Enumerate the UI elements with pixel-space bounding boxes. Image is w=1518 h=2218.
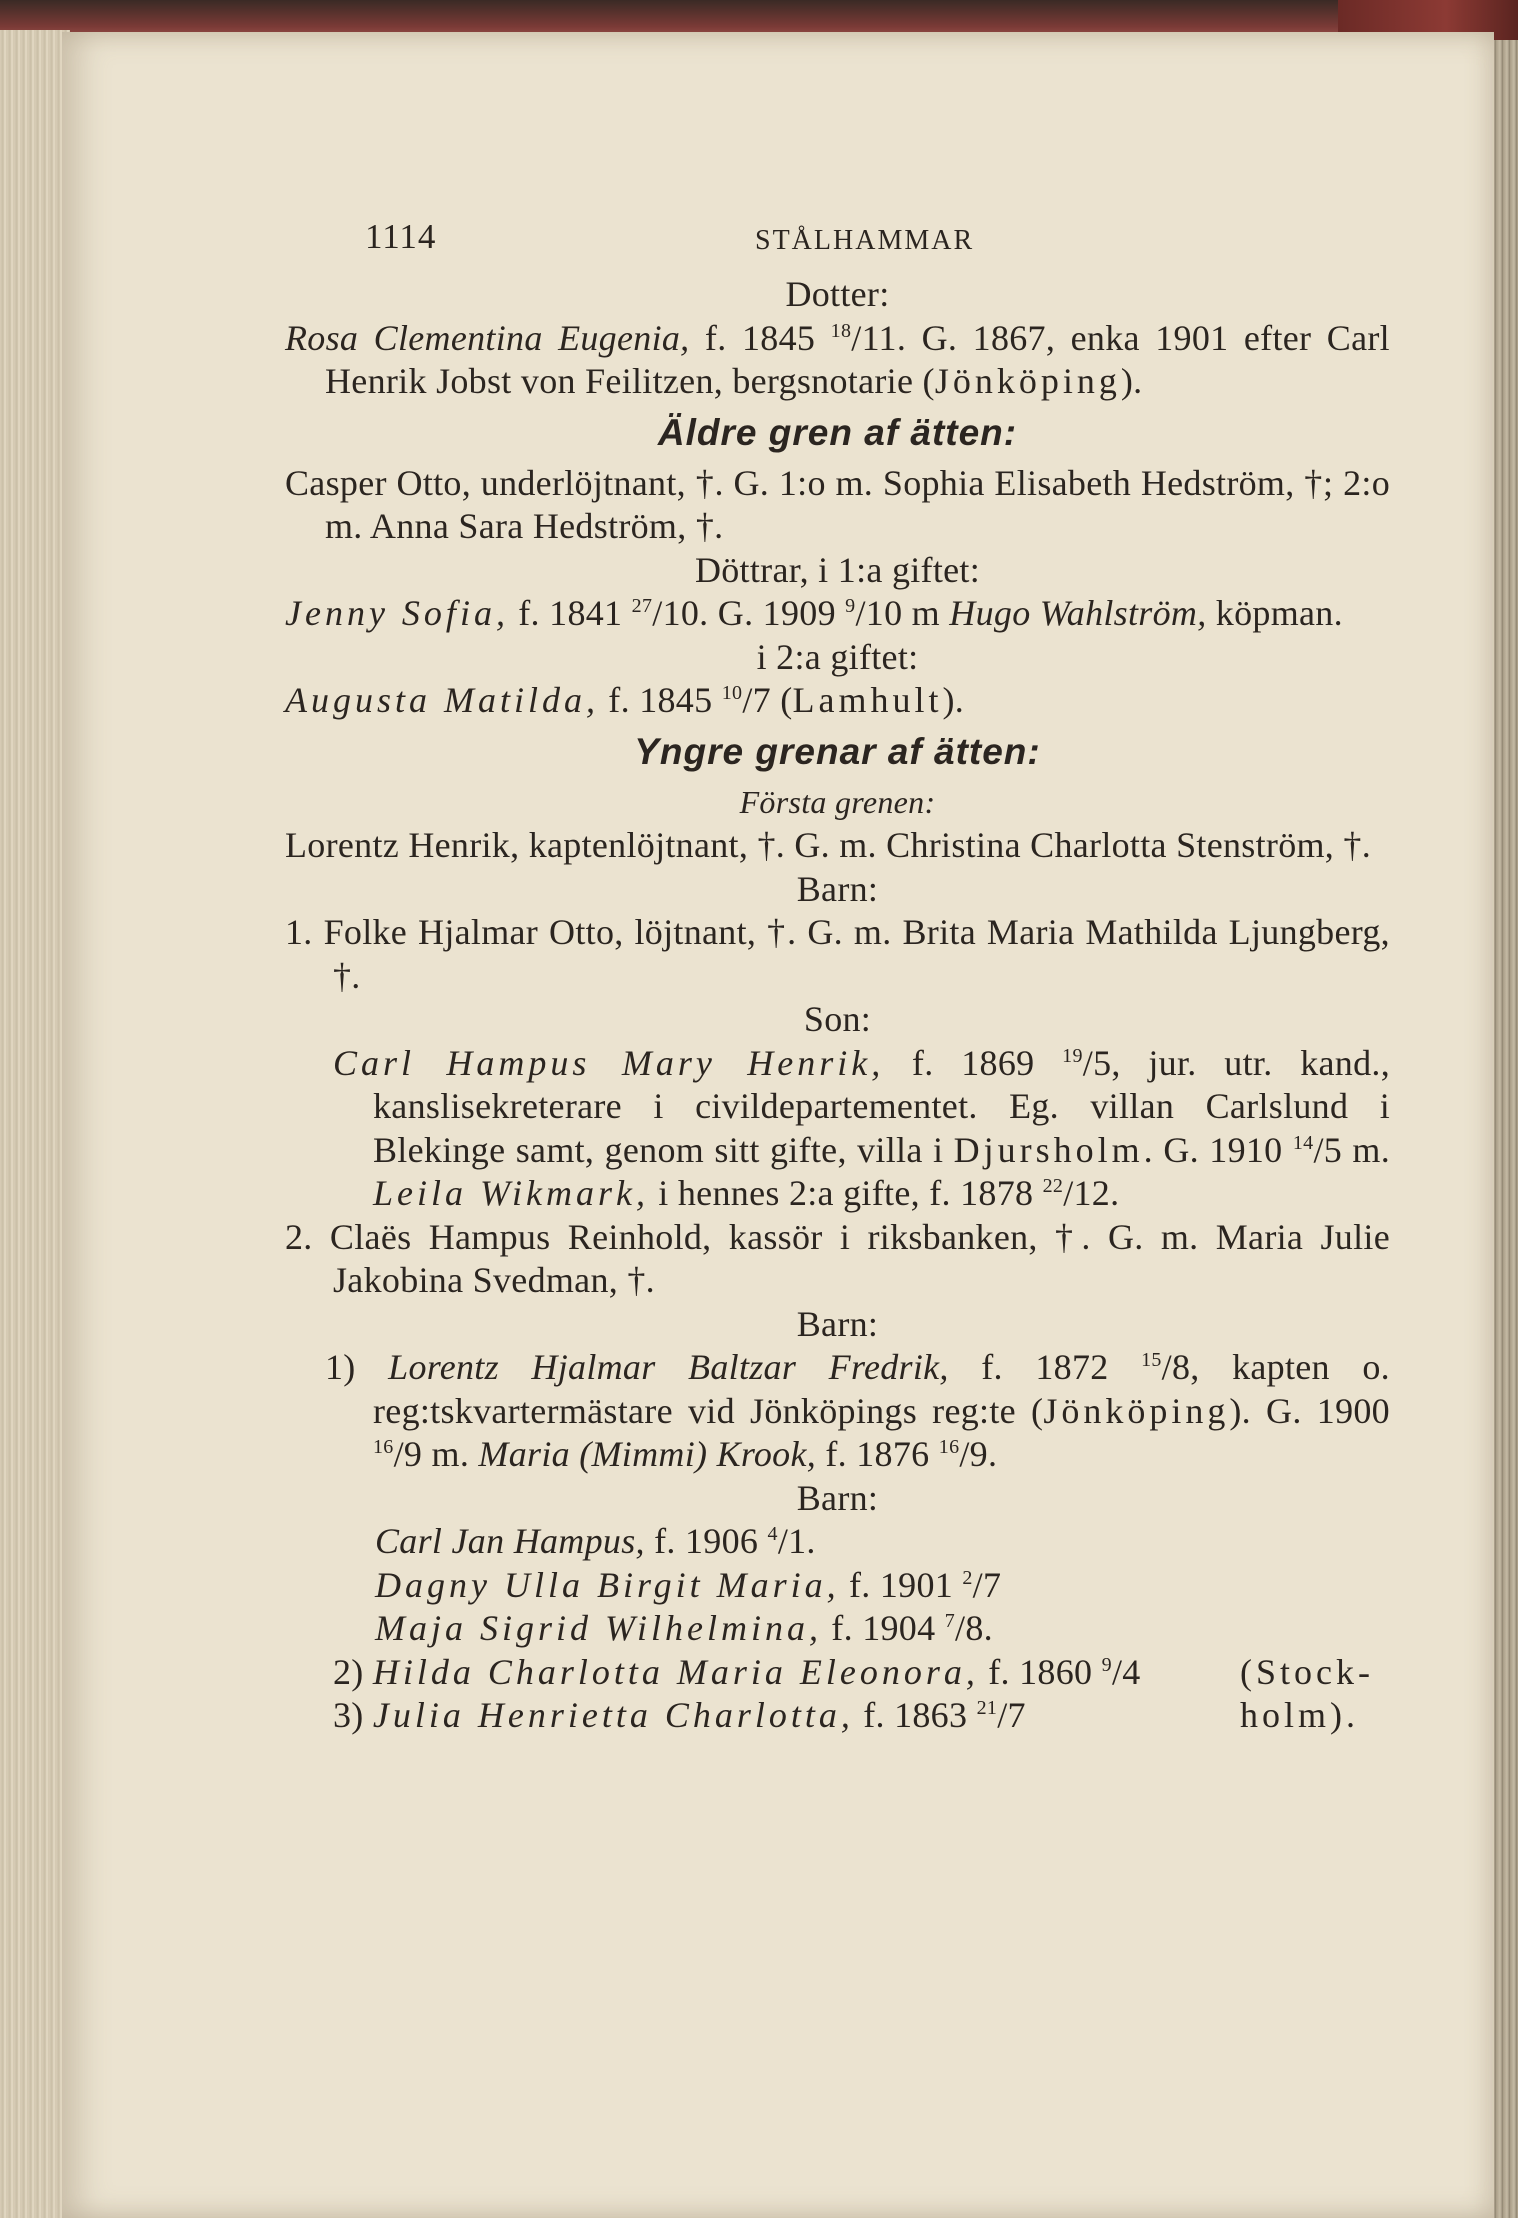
brace-line-1: (Stock- (1240, 1651, 1374, 1692)
lorentz-entry: Lorentz Henrik, kaptenlöjtnant, †. G. m. Christina Charlotta Stenström, †. (285, 825, 1372, 865)
augusta-entry (285, 679, 1390, 723)
julia-sup: 21 (976, 1697, 998, 1719)
jenny-sup2: 9 (845, 595, 856, 617)
kid3-end: /8. (955, 1608, 993, 1648)
lb-sup: 15 (1141, 1349, 1162, 1371)
kid1-name: Carl Jan Hampus, (375, 1521, 645, 1561)
younger-branches-heading: Yngre grenar af ätten: (634, 730, 1041, 772)
hilda-entry (333, 1651, 1390, 1695)
lorentz-b-entry (285, 1346, 1390, 1477)
jenny-spouse: Hugo Wahlström, (949, 593, 1207, 633)
augusta-name: Augusta Matilda, (285, 680, 599, 720)
kid1-end: /1. (777, 1521, 816, 1561)
jenny-text: f. 1841 (508, 593, 632, 633)
kid2-sup: 2 (962, 1566, 973, 1589)
carl-name: Carl Hampus Mary Henrik, (333, 1042, 885, 1083)
hilda-num: 2) (333, 1651, 364, 1692)
hilda-text: f. 1860 (978, 1651, 1102, 1692)
children-label-2: Barn: (796, 1303, 879, 1344)
julia-end: /7 (997, 1695, 1026, 1735)
rosa-end: ). (1120, 361, 1143, 401)
claes-entry (285, 1216, 1390, 1303)
carl-entry (285, 1042, 1390, 1216)
kid2-text: f. 1901 (839, 1564, 963, 1605)
page-stack-left (0, 30, 70, 2218)
kid3-text: f. 1904 (822, 1608, 945, 1648)
rosa-text2: /11. G. 1867, enka 1901 efter Carl Henrik Jobst von Feilitzen, bergsnotarie ( (325, 317, 1390, 401)
carl-sup2: 14 (1292, 1131, 1314, 1154)
kid-1 (285, 1520, 1390, 1564)
lb-spouse: Maria (Mimmi) Krook, (478, 1434, 817, 1474)
carl-text5: i hennes 2:a gifte, f. 1878 (648, 1173, 1043, 1213)
lb-name: Lorentz Hjalmar Baltzar Fredrik, (388, 1347, 949, 1387)
julia-text: f. 1863 (853, 1695, 977, 1735)
lb-sup3: 16 (938, 1436, 960, 1458)
carl-text2: /5, jur. utr. kand., kanslisekreterare i civildepartementet. Eg. villan Carlslund i Blekinge samt, genom sitt gifte, villa i (373, 1042, 1390, 1170)
lb-sup2: 16 (373, 1436, 394, 1458)
kid3-name: Maja Sigrid Wilhelmina, (375, 1608, 822, 1648)
julia-name: Julia Henrietta Charlotta, (372, 1695, 854, 1735)
page-content (285, 215, 1390, 1738)
rosa-place: Jönköping (934, 361, 1121, 401)
daughters-first-label: Döttrar, i 1:a giftet: (694, 549, 981, 590)
page-number: 1114 (365, 217, 437, 256)
carl-spouse: Leila Wikmark, (373, 1173, 649, 1213)
rosa-entry (285, 317, 1390, 404)
lb-text2: /8, kapten o. reg:tskvartermästare vid Jönköpings reg:te ( (373, 1347, 1390, 1431)
casper-entry: Casper Otto, underlöjtnant, †. G. 1:o m. Sophia Elisabeth Hedström, †; 2:o m. Anna Sara Hedström, †. (285, 462, 1390, 546)
lb-text4: /9 m. (393, 1434, 479, 1474)
augusta-text: f. 1845 (599, 680, 722, 720)
kid-3 (285, 1607, 1390, 1651)
rosa-text: f. 1845 (689, 317, 831, 358)
rosa-sup: 18 (830, 319, 852, 342)
folke-entry (285, 911, 1390, 998)
jenny-end: köpman. (1206, 593, 1343, 633)
augusta-place: Lamhult (792, 680, 943, 720)
first-branch-label: Första grenen: (739, 783, 936, 820)
augusta-sup: 10 (721, 682, 743, 704)
page-header (285, 215, 1390, 265)
brace-line-2: holm). (1240, 1695, 1359, 1735)
augusta-text2: /7 ( (742, 680, 793, 720)
rosa-name: Rosa Clementina Eugenia, (285, 317, 690, 358)
lb-text5: f. 1876 (816, 1434, 939, 1474)
lb-end: /9. (959, 1434, 998, 1474)
carl-sup: 19 (1062, 1044, 1083, 1067)
kid1-text: f. 1906 (644, 1521, 768, 1561)
final-entries (285, 1651, 1390, 1738)
children-label-3: Barn: (796, 1477, 879, 1518)
kid1-sup: 4 (767, 1523, 778, 1545)
older-branch-heading: Äldre gren af ätten: (657, 411, 1018, 453)
brace-note (1240, 1651, 1390, 1738)
folke-text: Folke Hjalmar Otto, löjtnant, †. G. m. Brita Maria Mathilda Ljungberg, †. (323, 912, 1390, 996)
second-marriage-label: i 2:a giftet: (756, 636, 919, 677)
carl-end: /12. (1063, 1173, 1120, 1213)
augusta-end: ). (942, 680, 965, 720)
claes-num: 2. (285, 1216, 313, 1257)
kid3-sup: 7 (944, 1610, 956, 1632)
julia-entry (333, 1694, 1390, 1738)
kid2-name: Dagny Ulla Birgit Maria, (375, 1564, 840, 1605)
kid2-end: /7 (972, 1564, 1002, 1605)
carl-text3: . G. 1910 (1143, 1129, 1293, 1170)
jenny-sup: 27 (631, 595, 653, 617)
jenny-text3: /10 m (855, 593, 950, 633)
jenny-text2: /10. G. 1909 (652, 593, 846, 633)
lb-text3: ). G. 1900 (1229, 1390, 1390, 1431)
claes-text: Claës Hampus Reinhold, kassör i riksbanken, †. G. m. Maria Julie Jakobina Svedman, †. (329, 1216, 1390, 1300)
carl-text4: /5 m. (1313, 1129, 1391, 1170)
carl-place: Djursholm (953, 1129, 1144, 1170)
lb-place: Jönköping (1043, 1390, 1230, 1431)
folke-num: 1. (285, 912, 313, 952)
hilda-name: Hilda Charlotta Maria Eleonora, (372, 1651, 979, 1692)
carl-text1: f. 1869 (884, 1042, 1063, 1083)
jenny-entry (285, 592, 1390, 636)
jenny-name: Jenny Sofia, (285, 593, 509, 633)
lb-num: 1) (325, 1347, 356, 1387)
julia-num: 3) (333, 1695, 364, 1735)
daughter-label: Dotter: (785, 274, 890, 314)
children-label: Barn: (796, 868, 879, 909)
son-label: Son: (803, 999, 872, 1039)
carl-sup3: 22 (1042, 1175, 1064, 1197)
hilda-end: /4 (1111, 1651, 1141, 1692)
kid-2 (285, 1564, 1390, 1608)
running-title: STÅLHAMMAR (755, 225, 975, 256)
lb-text1: f. 1872 (948, 1347, 1142, 1387)
hilda-sup: 9 (1101, 1653, 1112, 1676)
